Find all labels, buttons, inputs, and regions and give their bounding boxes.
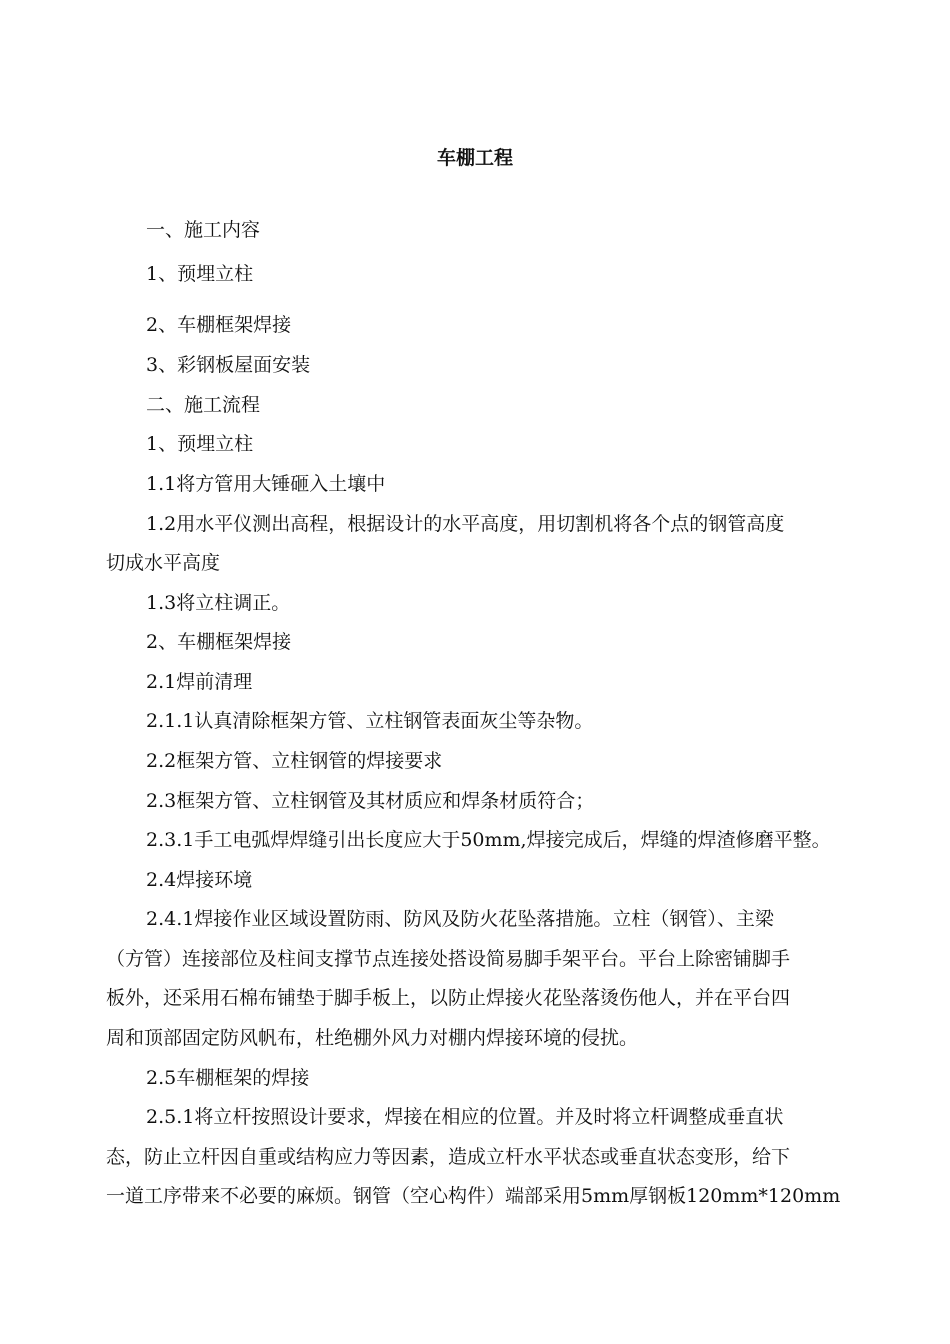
paragraph-line: 2.4焊接环境 (146, 869, 253, 891)
paragraph-line: 2.1焊前清理 (146, 671, 253, 693)
list-item: 3、彩钢板屋面安装 (146, 354, 311, 376)
paragraph-line: 2.5.1将立杆按照设计要求，焊接在相应的位置。并及时将立杆调整成垂直状 (146, 1106, 784, 1128)
paragraph-line: 2.3框架方管、立柱钢管及其材质应和焊条材质符合； (146, 790, 595, 812)
paragraph-line: 1.3将立柱调正。 (146, 592, 291, 614)
list-item: 1、预埋立柱 (146, 263, 254, 285)
section-heading: 二、施工流程 (146, 394, 261, 416)
section-heading: 一、施工内容 (146, 219, 261, 241)
subsection-heading: 1、预埋立柱 (146, 433, 254, 455)
paragraph-line: 板外，还采用石棉布铺垫于脚手板上，以防止焊接火花坠落烫伤他人，并在平台四 (106, 987, 791, 1009)
paragraph-line: 1.1将方管用大锤砸入土壤中 (146, 473, 386, 495)
paragraph-line: （方管）连接部位及柱间支撑节点连接处搭设简易脚手架平台。平台上除密铺脚手 (106, 948, 791, 970)
document-title: 车棚工程 (436, 147, 513, 169)
paragraph-line: 2.3.1手工电弧焊焊缝引出长度应大于50mm,焊接完成后，焊缝的焊渣修磨平整。 (146, 829, 831, 851)
paragraph-line: 周和顶部固定防风帆布，杜绝棚外风力对棚内焊接环境的侵扰。 (106, 1027, 639, 1049)
paragraph-line: 2.4.1焊接作业区域设置防雨、防风及防火花坠落措施。立柱（钢管）、主梁 (146, 908, 774, 930)
subsection-heading: 2、车棚框架焊接 (146, 631, 292, 653)
paragraph-line: 2.1.1认真清除框架方管、立柱钢管表面灰尘等杂物。 (146, 710, 594, 732)
paragraph-line: 2.2框架方管、立柱钢管的焊接要求 (146, 750, 443, 772)
paragraph-line: 1.2用水平仪测出高程，根据设计的水平高度，用切割机将各个点的钢管高度 (146, 513, 785, 535)
list-item: 2、车棚框架焊接 (146, 314, 292, 336)
paragraph-line: 2.5车棚框架的焊接 (146, 1067, 310, 1089)
paragraph-line: 切成水平高度 (106, 552, 221, 574)
paragraph-line: 态，防止立杆因自重或结构应力等因素，造成立杆水平状态或垂直状态变形，给下 (106, 1146, 791, 1168)
paragraph-line: 一道工序带来不必要的麻烦。钢管（空心构件）端部采用5mm厚钢板120mm*120mm (106, 1185, 841, 1207)
